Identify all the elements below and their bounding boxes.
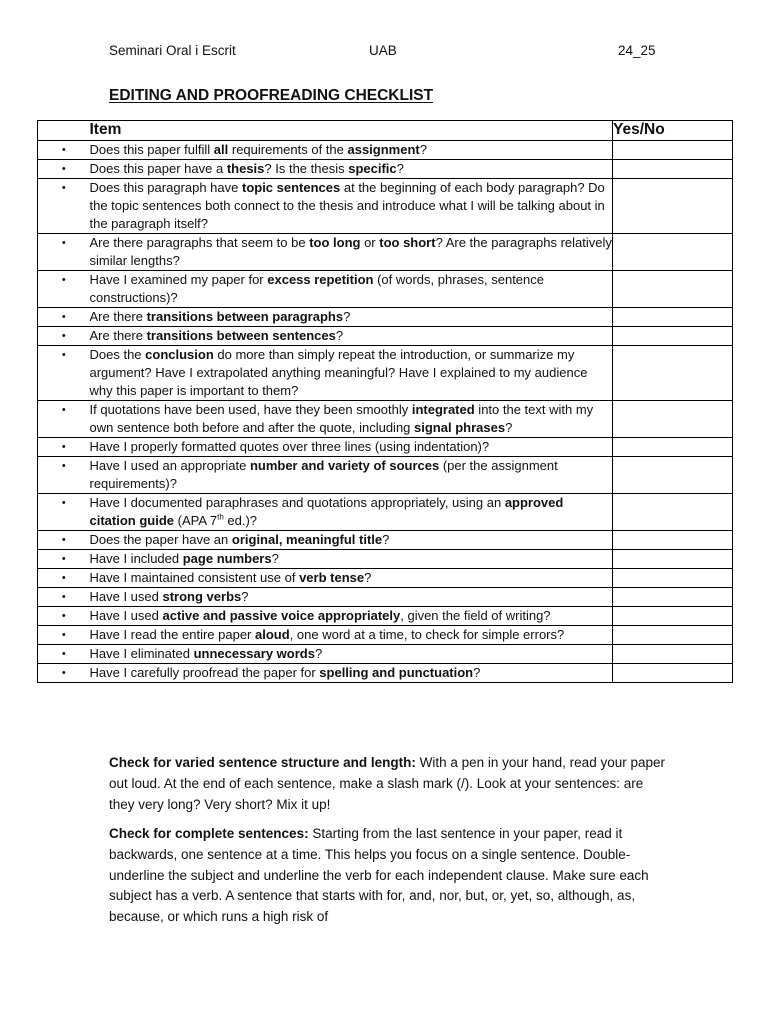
yesno-cell[interactable]: [613, 401, 733, 438]
checklist-item-text: [90, 234, 613, 271]
yesno-cell[interactable]: [613, 438, 733, 457]
bold-text: thesis: [226, 161, 265, 176]
text-segment: Are there: [89, 309, 147, 324]
header-year: 24_25: [618, 43, 656, 58]
bold-text: specific: [348, 161, 397, 176]
text-segment: Have I documented paraphrases and quotations appropriately, using an: [89, 495, 505, 510]
bullet-icon: •: [38, 607, 90, 626]
text-segment: ?: [364, 570, 372, 585]
table-row: [38, 588, 733, 607]
checklist-item-text: [90, 346, 613, 401]
bullet-icon: •: [38, 308, 90, 327]
checklist-item-text: [90, 438, 613, 457]
checklist-item-text: [90, 141, 613, 160]
text-segment: Have I used: [89, 589, 163, 604]
yesno-cell[interactable]: [613, 327, 733, 346]
page-title: EDITING AND PROOFREADING CHECKLIST: [109, 87, 434, 104]
text-segment: If quotations have been used, have they been smoothly: [89, 402, 412, 417]
bold-text: transitions between paragraphs: [146, 309, 344, 324]
bullet-icon: •: [38, 457, 90, 494]
checklist-item-text: [90, 271, 613, 308]
text-segment: Does this paper have a: [89, 161, 227, 176]
text-segment: ?: [396, 161, 404, 176]
bullet-icon: •: [38, 494, 90, 531]
table-row: [38, 494, 733, 531]
paragraph-complete-sentences: [109, 824, 665, 928]
bold-text: too short: [379, 235, 436, 250]
checklist-table: [37, 120, 733, 683]
bullet-icon: •: [38, 346, 90, 401]
bullet-icon: •: [38, 588, 90, 607]
bullet-icon: •: [38, 664, 90, 683]
text-segment: ?: [343, 309, 351, 324]
text-segment: ed.)?: [223, 513, 258, 528]
checklist-item-text: [90, 588, 613, 607]
bold-text: assignment: [347, 142, 420, 157]
checklist-body: [38, 141, 733, 683]
text-segment: th: [217, 512, 224, 522]
yesno-cell[interactable]: [613, 457, 733, 494]
text-segment: , given the field of writing?: [400, 608, 551, 623]
yesno-cell[interactable]: [613, 607, 733, 626]
paragraph-lead: Check for complete sentences:: [109, 826, 309, 841]
yesno-cell[interactable]: [613, 531, 733, 550]
yesno-cell[interactable]: [613, 550, 733, 569]
text-segment: Have I examined my paper for: [89, 272, 268, 287]
bullet-icon: •: [38, 569, 90, 588]
paragraph-body: Starting from the last sentence in your paper, read it backwards, one sentence at a time. This helps you focus on a single sentence. Double-underline the subject and underline the verb for each independent clause. Make sure each subject has a verb. A sentence that starts with for, and, nor, but, or, yet, so, although, as, because, or which runs a high risk of: [109, 826, 649, 925]
bold-text: unnecessary words: [193, 646, 315, 661]
yesno-cell[interactable]: [613, 234, 733, 271]
bold-text: spelling and punctuation: [319, 665, 474, 680]
bullet-icon: •: [38, 401, 90, 438]
table-header-row: [38, 121, 733, 141]
table-row: [38, 645, 733, 664]
table-row: [38, 457, 733, 494]
text-segment: requirements of the: [228, 142, 348, 157]
checklist-item-text: [90, 308, 613, 327]
text-segment: ?: [419, 142, 427, 157]
bold-text: excess repetition: [267, 272, 374, 287]
table-row: [38, 346, 733, 401]
bullet-icon: •: [38, 531, 90, 550]
text-segment: ?: [335, 328, 344, 343]
table-row: [38, 401, 733, 438]
text-segment: or: [360, 235, 380, 250]
bullet-column-header: [38, 121, 90, 141]
text-segment: Does the paper have an: [89, 532, 232, 547]
text-segment: Does the: [89, 347, 146, 362]
table-row: [38, 308, 733, 327]
yesno-cell[interactable]: [613, 179, 733, 234]
bullet-icon: •: [38, 550, 90, 569]
table-row: [38, 327, 733, 346]
table-row: [38, 234, 733, 271]
bullet-icon: •: [38, 438, 90, 457]
bullet-icon: •: [38, 179, 90, 234]
checklist-item-text: [90, 494, 613, 531]
paragraph-body: With a pen in your hand, read your paper out loud. At the end of each sentence, make a slash mark (/). Look at your sentences: are they very long? Very short? Mix it up!: [109, 755, 665, 812]
bold-text: integrated: [411, 402, 475, 417]
text-segment: ? Are the paragraphs relatively similar lengths?: [89, 235, 612, 268]
checklist-item-text: [90, 569, 613, 588]
bold-text: strong verbs: [162, 589, 242, 604]
paragraph-lead: Check for varied sentence structure and length:: [109, 755, 416, 770]
table-row: [38, 438, 733, 457]
checklist-item-text: [90, 664, 613, 683]
yesno-cell[interactable]: [613, 569, 733, 588]
table-row: [38, 141, 733, 160]
yesno-cell[interactable]: [613, 271, 733, 308]
checklist-item-text: [90, 645, 613, 664]
yesno-cell[interactable]: [613, 645, 733, 664]
table-row: [38, 626, 733, 645]
table-row: [38, 664, 733, 683]
text-segment: Have I eliminated: [89, 646, 194, 661]
checklist-item-text: [90, 531, 613, 550]
yesno-cell[interactable]: [613, 588, 733, 607]
text-segment: (APA 7: [174, 513, 218, 528]
bold-text: conclusion: [145, 347, 214, 362]
text-segment: ?: [271, 551, 279, 566]
checklist-item-text: [90, 401, 613, 438]
checklist-item-text: [90, 626, 613, 645]
checklist-item-text: [90, 457, 613, 494]
bullet-icon: •: [38, 160, 90, 179]
text-segment: Have I read the entire paper: [89, 627, 255, 642]
bold-text: aloud: [255, 627, 290, 642]
bullet-icon: •: [38, 141, 90, 160]
bold-text: topic sentences: [241, 180, 341, 195]
checklist-item-text: [90, 160, 613, 179]
text-segment: at the beginning of each body paragraph? Do the topic sentences both connect to the thesis and introduce what I will be talking about in the paragraph itself?: [89, 180, 605, 231]
yesno-cell[interactable]: [613, 664, 733, 683]
table-row: [38, 160, 733, 179]
table-row: [38, 271, 733, 308]
text-segment: (of words, phrases, sentence constructions)?: [89, 272, 544, 305]
bullet-icon: •: [38, 234, 90, 271]
bullet-icon: •: [38, 626, 90, 645]
text-segment: Are there paragraphs that seem to be: [89, 235, 310, 250]
table-row: [38, 550, 733, 569]
yesno-cell[interactable]: [613, 308, 733, 327]
yesno-cell[interactable]: [613, 494, 733, 531]
table-row: [38, 531, 733, 550]
checklist-item-text: [90, 607, 613, 626]
yesno-cell[interactable]: [613, 141, 733, 160]
paragraph-sentence-structure: [109, 753, 665, 815]
checklist-item-text: [90, 327, 613, 346]
text-segment: Have I properly formatted quotes over three lines (using indentation)?: [89, 439, 490, 454]
yesno-cell[interactable]: [613, 346, 733, 401]
text-segment: Have I carefully proofread the paper for: [89, 665, 320, 680]
bold-text: approved citation guide: [89, 495, 564, 528]
yesno-cell[interactable]: [613, 160, 733, 179]
bold-text: page numbers: [182, 551, 272, 566]
yesno-column-header: Yes/No: [613, 121, 733, 141]
text-segment: do more than simply repeat the introduction, or summarize my argument? Have I extrapolated anything meaningful? Have I explained to my audience why this paper is important to them?: [89, 347, 588, 398]
text-segment: Have I included: [89, 551, 183, 566]
bold-text: all: [213, 142, 229, 157]
header-course: Seminari Oral i Escrit: [109, 43, 236, 58]
text-segment: Have I used an appropriate: [89, 458, 250, 473]
bold-text: signal phrases: [414, 420, 506, 435]
bold-text: transitions between sentences: [146, 328, 336, 343]
yesno-cell[interactable]: [613, 626, 733, 645]
text-segment: Does this paragraph have: [89, 180, 242, 195]
item-column-header: Item: [90, 121, 613, 141]
text-segment: ?: [382, 532, 390, 547]
header-university: UAB: [369, 43, 397, 58]
bold-text: active and passive voice appropriately: [162, 608, 401, 623]
text-segment: Have I used: [89, 608, 163, 623]
checklist-item-text: [90, 550, 613, 569]
text-segment: , one word at a time, to check for simple errors?: [289, 627, 565, 642]
bold-text: too long: [309, 235, 361, 250]
table-row: [38, 569, 733, 588]
bold-text: verb tense: [299, 570, 365, 585]
text-segment: ?: [241, 589, 249, 604]
table-row: [38, 607, 733, 626]
bold-text: original, meaningful title: [231, 532, 383, 547]
bullet-icon: •: [38, 645, 90, 664]
text-segment: Does this paper fulfill: [89, 142, 214, 157]
text-segment: ?: [473, 665, 481, 680]
text-segment: ? Is the thesis: [264, 161, 349, 176]
bold-text: number and variety of sources: [249, 458, 440, 473]
text-segment: into the text with my own sentence both before and after the quote, including: [89, 402, 594, 435]
bullet-icon: •: [38, 271, 90, 308]
checklist-item-text: [90, 179, 613, 234]
text-segment: (per the assignment requirements)?: [89, 458, 558, 491]
table-row: [38, 179, 733, 234]
bullet-icon: •: [38, 327, 90, 346]
text-segment: ?: [505, 420, 513, 435]
text-segment: Have I maintained consistent use of: [89, 570, 300, 585]
text-segment: ?: [314, 646, 323, 661]
text-segment: Are there: [89, 328, 147, 343]
